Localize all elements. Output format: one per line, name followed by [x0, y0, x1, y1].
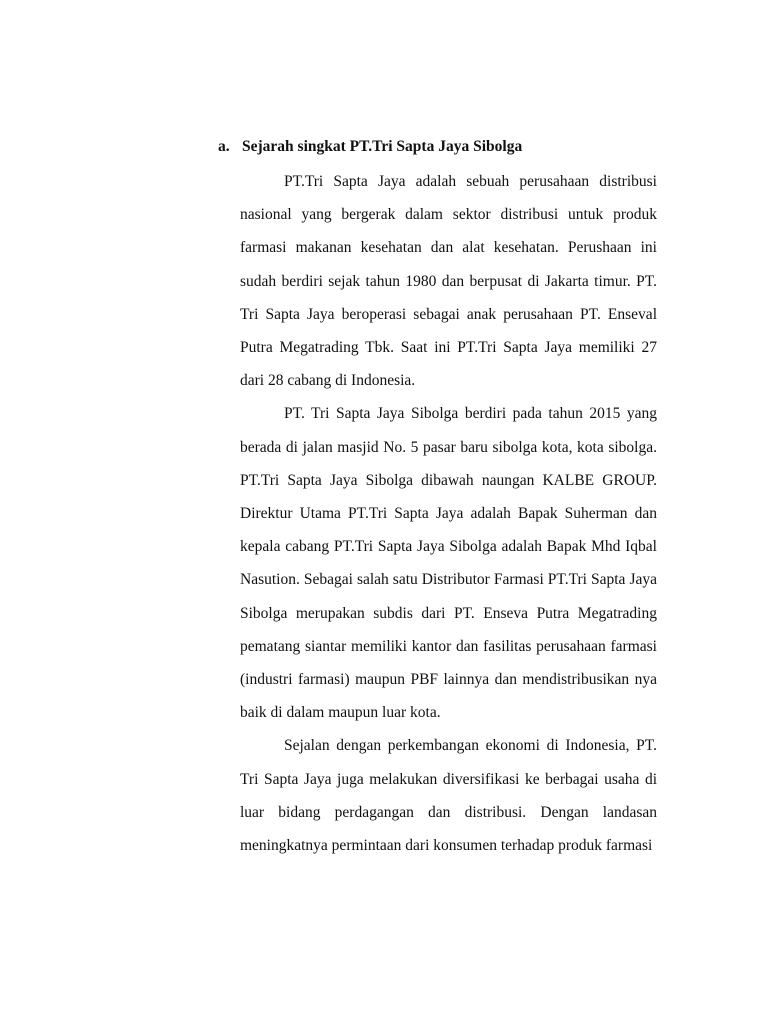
body-text	[240, 165, 657, 862]
section-marker: a.	[218, 138, 230, 155]
section-title: Sejarah singkat PT.Tri Sapta Jaya Sibolga	[242, 138, 523, 155]
section-heading	[218, 136, 522, 158]
paragraph: PT. Tri Sapta Jaya Sibolga berdiri pada tahun 2015 yang berada di jalan masjid No. 5 pasar baru sibolga kota, kota sibolga. PT.Tri Sapta Jaya Sibolga dibawah naungan KALBE GROUP. Direktur Utama PT.Tri Sapta Jaya adalah Bapak Suherman dan kepala cabang PT.Tri Sapta Jaya Sibolga adalah Bapak Mhd Iqbal Nasution. Sebagai salah satu Distributor Farmasi PT.Tri Sapta Jaya Sibolga merupakan subdis dari PT. Enseva Putra Megatrading pematang siantar memiliki kantor dan fasilitas perusahaan farmasi (industri farmasi) maupun PBF lainnya dan mendistribusikan nya baik di dalam maupun luar kota.	[240, 405, 657, 722]
paragraph: Sejalan dengan perkembangan ekonomi di Indonesia, PT. Tri Sapta Jaya juga melakukan diversifikasi ke berbagai usaha di luar bidang perdagangan dan distribusi. Dengan landasan meningkatnya permintaan dari konsumen terhadap produk farmasi	[240, 737, 657, 855]
paragraph: PT.Tri Sapta Jaya adalah sebuah perusahaan distribusi nasional yang bergerak dalam sektor distribusi untuk produk farmasi makanan kesehatan dan alat kesehatan. Perushaan ini sudah berdiri sejak tahun 1980 dan berpusat di Jakarta timur. PT. Tri Sapta Jaya beroperasi sebagai anak perusahaan PT. Enseval Putra Megatrading Tbk. Saat ini PT.Tri Sapta Jaya memiliki 27 dari 28 cabang di Indonesia.	[240, 173, 657, 390]
